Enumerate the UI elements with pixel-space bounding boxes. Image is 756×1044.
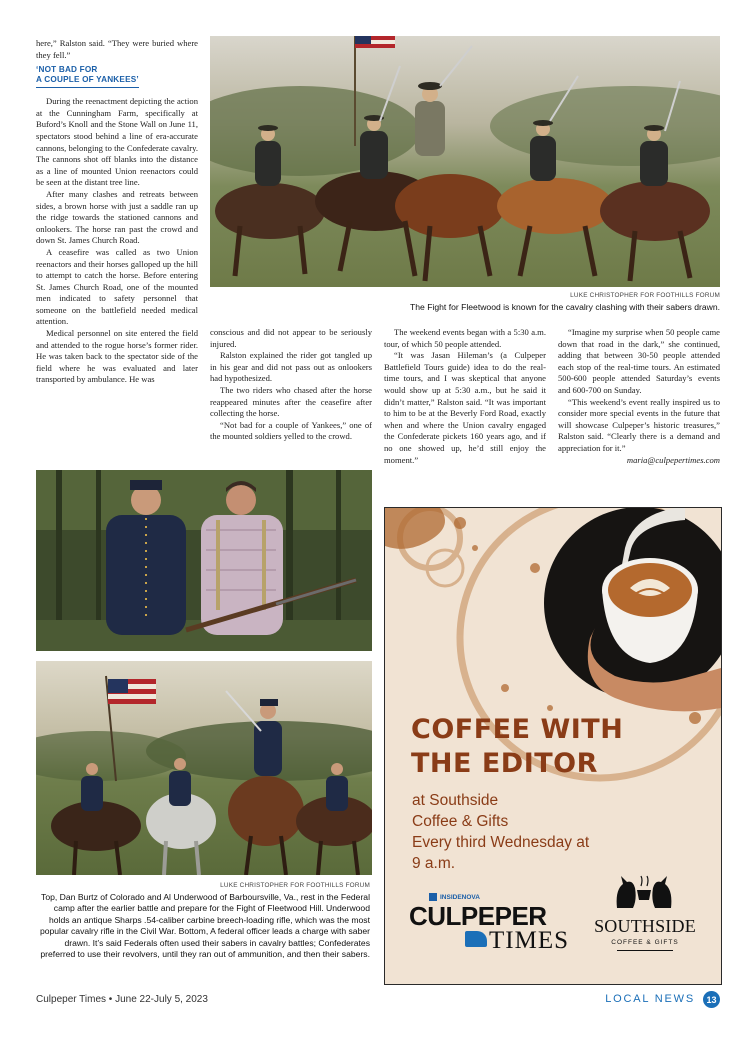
southside-logo	[587, 870, 703, 966]
footer-section: LOCAL NEWS	[605, 993, 695, 1005]
cavalry-photo-illustration	[210, 36, 720, 287]
ad-schedule-line-1: Every third Wednesday at	[412, 834, 590, 851]
col2-paragraph: The two riders who chased after the horse reappeared minutes after the ceasefire after collecting the horse.	[210, 384, 372, 419]
col4-paragraph: “Imagine my surprise when 50 people came down that road in the dark,” she continued, adding that between 30-50 people attended each stop of the real-time tours. An estimated 500-600 people attended Saturday’s events and 600-700 on Sunday.	[558, 327, 720, 395]
reenactors-photo-illustration	[36, 470, 372, 651]
ad-schedule-line-2: 9 a.m.	[412, 855, 456, 872]
column-4	[558, 327, 720, 466]
top-photo-caption: The Fight for Fleetwood is known for the cavalry clashing with their sabers drawn.	[410, 302, 720, 312]
culpeper-times-logo	[409, 893, 574, 953]
author-email: maria@culpepertimes.com	[626, 454, 720, 465]
southside-divider	[617, 950, 673, 951]
ad-headline-line-1: COFFEE WITH	[411, 714, 624, 745]
times-logo-icon	[465, 931, 487, 947]
column-3	[384, 327, 546, 466]
ad-headline	[411, 713, 711, 781]
ad-details	[412, 790, 712, 874]
footer-publication: Culpeper Times • June 22-July 5, 2023	[36, 994, 208, 1005]
times-wordmark: TIMES	[489, 927, 569, 954]
top-photo-credit: LUKE CHRISTOPHER FOR FOOTHILLS FORUM	[570, 292, 720, 299]
col2-paragraph: Ralston explained the rider got tangled up in his gear and did not pass out as onlookers had hypothesized.	[210, 350, 372, 384]
column-2	[210, 327, 372, 443]
ad-location-line-1: at Southside	[412, 792, 499, 809]
culpeper-wordmark: CULPEPER	[409, 901, 547, 931]
ad-headline-line-2: THE EDITOR	[411, 748, 598, 779]
intro-paragraph: here,” Ralston said. “They were buried where they fell.”	[36, 38, 198, 60]
insidenova-label: INSIDENOVA	[440, 893, 480, 901]
section-subhead	[36, 65, 139, 88]
left-paragraph: Medical personnel on site entered the field and attended to the rogue horse’s former rider. He was taken back to the spectator side of the field where he was evaluated and later transported by ambulance. He was	[36, 328, 198, 385]
col3-paragraph: The weekend events began with a 5:30 a.m. tour, of which 50 people attended.	[384, 327, 546, 349]
left-column	[36, 38, 198, 386]
southside-wordmark: SOUTHSIDE	[594, 916, 696, 936]
subhead-line-1: ‘NOT BAD FOR	[36, 65, 98, 75]
left-paragraph: During the reenactment depicting the action at the Cunningham Farm, specifically at Buford’s Knoll and the Stone Wall on June 11, spectators stood behind a line of era-accurate cannons, belonging to the Confederate cavalry. The cannons shot off blanks into the distance as a line of mounted Union reenactors could be seen at the distant tree line.	[36, 96, 198, 188]
left-paragraph: A ceasefire was called as two Union reenactors and their horses galloped up the hill to attempt to catch the horse. Before entering St. James Church Road, one of the mounted men indicated to safety personnel that someone on the battlefield needed medical attention.	[36, 246, 198, 327]
page-number-badge: 13	[703, 991, 720, 1008]
left-paragraph: After many clashes and retreats between sides, a brown horse with just a saddle ran up the ridge towards the stationed cannons and onlookers. The horse ran past the crowd and down St. James Church Road.	[36, 188, 198, 246]
southside-tagline: COFFEE & GIFTS	[611, 939, 679, 946]
subhead-line-2: A COUPLE OF YANKEES’	[36, 75, 139, 85]
ad-location-line-2: Coffee & Gifts	[412, 813, 509, 830]
col3-paragraph: “It was Jasan Hileman’s (a Culpeper Battlefield Tours guide) idea to do the real-time tours, and I was skeptical that anyone would show up at 5:30 a.m., but he said it didn’t matter,” Ralston said. “It was important to him to be at the Beverly Ford Road, exactly when and where the Union cavalry engaged the Confederate pickets 160 years ago, and if no one showed up, he’d still enjoy the moment.”	[384, 350, 546, 465]
coffee-with-editor-ad[interactable]	[384, 507, 722, 985]
col2-paragraph: “Not bad for a couple of Yankees,” one of the mounted soldiers yelled to the crowd.	[210, 419, 372, 442]
insidenova-icon	[429, 893, 437, 901]
bottom-photos-credit: LUKE CHRISTOPHER FOR FOOTHILLS FORUM	[220, 882, 370, 889]
col4-paragraph: “This weekend’s event really inspired us to consider more special events in the future that will showcase Culpeper’s historic treasures,” Ralston said. “Clearly there is a demand and appreciation for it.”	[558, 396, 720, 453]
top-photo-cavalry-charge	[210, 36, 720, 287]
col2-paragraph: conscious and did not appear to be seriously injured.	[210, 327, 372, 349]
photo-two-reenactors	[36, 470, 372, 651]
bottom-photos-caption: Top, Dan Burtz of Colorado and Al Underwood of Barboursville, Va., rest in the Federal camp after the earlier battle and prepare for the Fight of Fleetwood Hill. Underwood holds an antique Sharps .54-caliber carbine breech-loading rifle, which was the most popular cavalry rifle in the Civil War. Bottom, A federal officer leads a charge with saber drawn. It’s said Federals often used their sabers in cavalry battles; Confederates preferred to use their revolvers, until they ran out of ammunition, and then their sabers.	[39, 892, 370, 960]
photo-federal-officer-charge	[36, 661, 372, 875]
charge-photo-illustration	[36, 661, 372, 875]
two-dogs-cup-icon	[609, 870, 679, 910]
insidenova-mark	[429, 893, 480, 901]
